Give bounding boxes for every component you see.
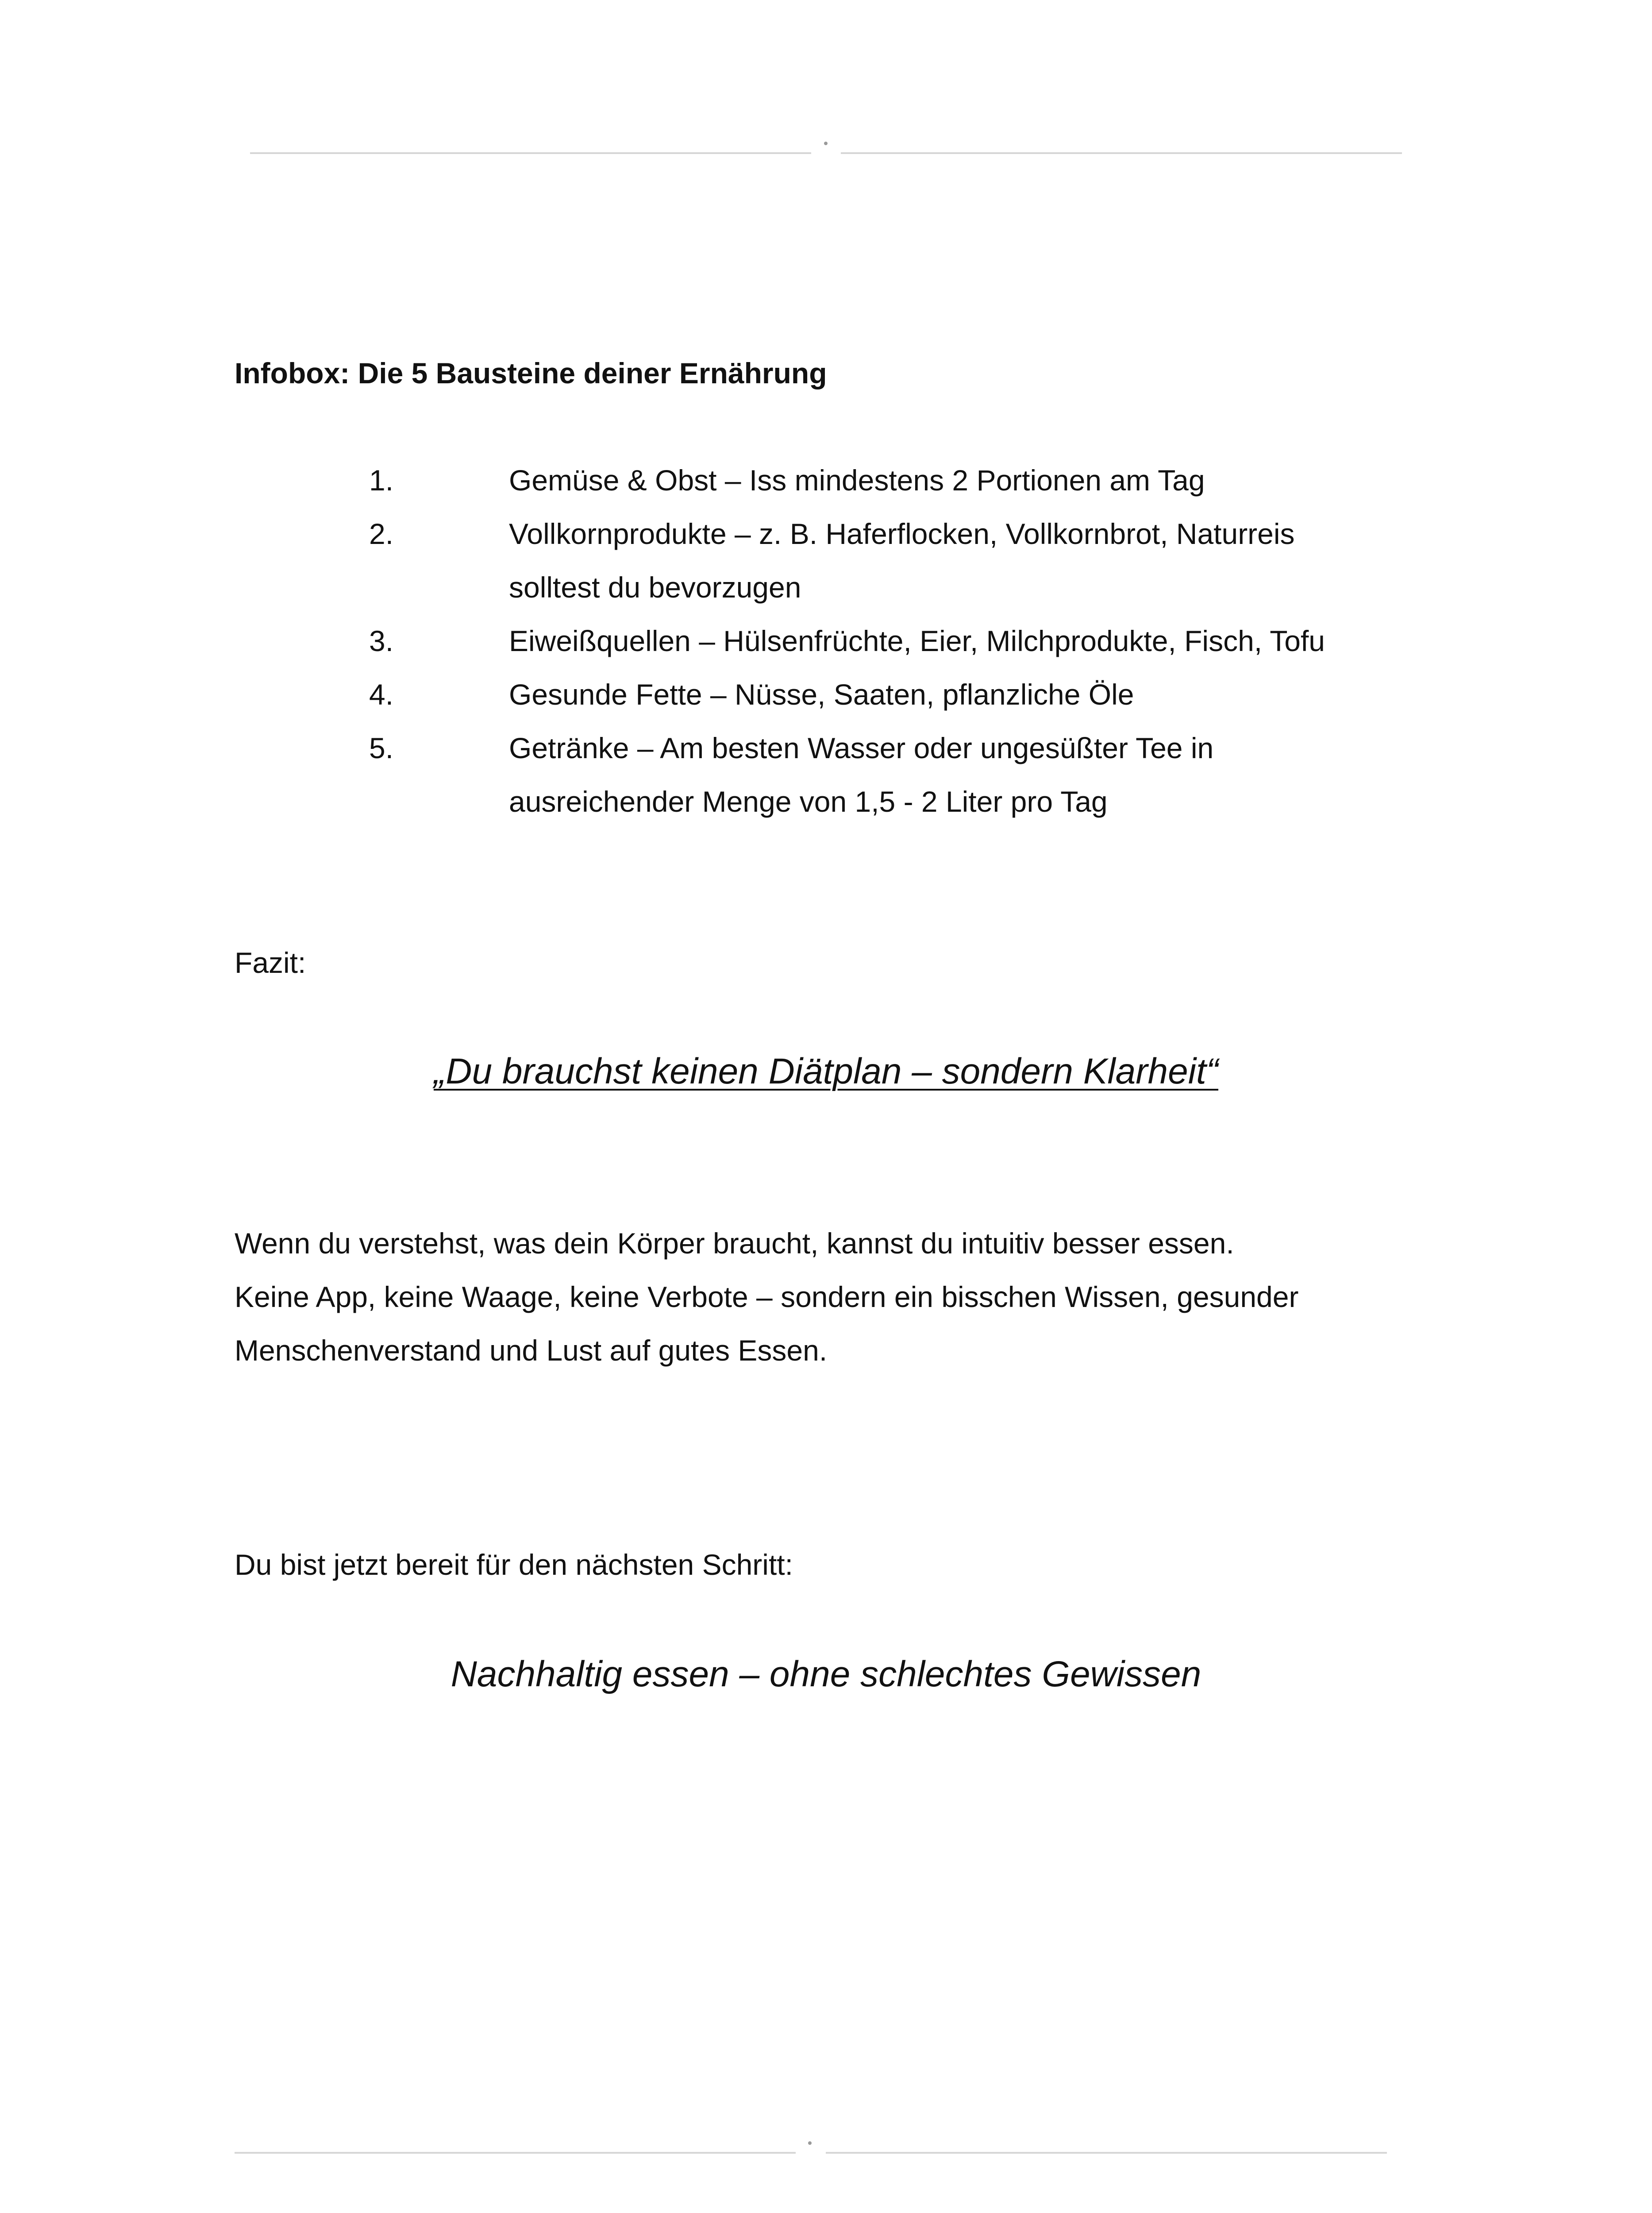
- list-item-number: 1.: [369, 464, 394, 497]
- list-item-text: Vollkornprodukte – z. B. Haferflocken, Vollkornbrot, Naturreis: [509, 517, 1295, 550]
- list-item-number: 2.: [369, 517, 394, 550]
- next-step-text: Du bist jetzt bereit für den nächsten Schritt:: [235, 1548, 793, 1581]
- footer-rule-left: [235, 2152, 796, 2154]
- paragraph-line: Keine App, keine Waage, keine Verbote – sondern ein bisschen Wissen, gesunder: [235, 1280, 1299, 1313]
- fazit-label: Fazit:: [235, 946, 306, 979]
- infobox-heading: Infobox: Die 5 Bausteine deiner Ernährung: [235, 357, 827, 389]
- list-item-number: 3.: [369, 625, 394, 657]
- list-item-text-continued: solltest du bevorzugen: [509, 571, 801, 604]
- list-item-text: Getränke – Am besten Wasser oder ungesüßter Tee in: [509, 732, 1214, 764]
- paragraph-line: Wenn du verstehst, was dein Körper braucht, kannst du intuitiv besser essen.: [235, 1227, 1234, 1260]
- footer-rule-right: [826, 2152, 1387, 2154]
- paragraph-line: Menschenverstand und Lust auf gutes Essen.: [235, 1334, 828, 1367]
- list-item-number: 5.: [369, 732, 394, 764]
- list-item-number: 4.: [369, 678, 394, 711]
- header-rule-dot: [824, 142, 828, 145]
- footer-rule-dot: [808, 2141, 812, 2145]
- list-item-text: Gemüse & Obst – Iss mindestens 2 Portionen am Tag: [509, 464, 1205, 497]
- fazit-quote-text: „Du brauchst keinen Diätplan – sondern Klarheit“: [433, 1051, 1219, 1091]
- fazit-quote: [0, 1053, 1652, 1090]
- list-item-text: Gesunde Fette – Nüsse, Saaten, pflanzliche Öle: [509, 678, 1134, 711]
- next-step-quote: Nachhaltig essen – ohne schlechtes Gewissen: [451, 1654, 1201, 1694]
- header-rule-right: [841, 152, 1402, 154]
- list-item-text-continued: ausreichender Menge von 1,5 - 2 Liter pro Tag: [509, 785, 1108, 818]
- header-rule-left: [250, 152, 811, 154]
- list-item-text: Eiweißquellen – Hülsenfrüchte, Eier, Milchprodukte, Fisch, Tofu: [509, 625, 1325, 657]
